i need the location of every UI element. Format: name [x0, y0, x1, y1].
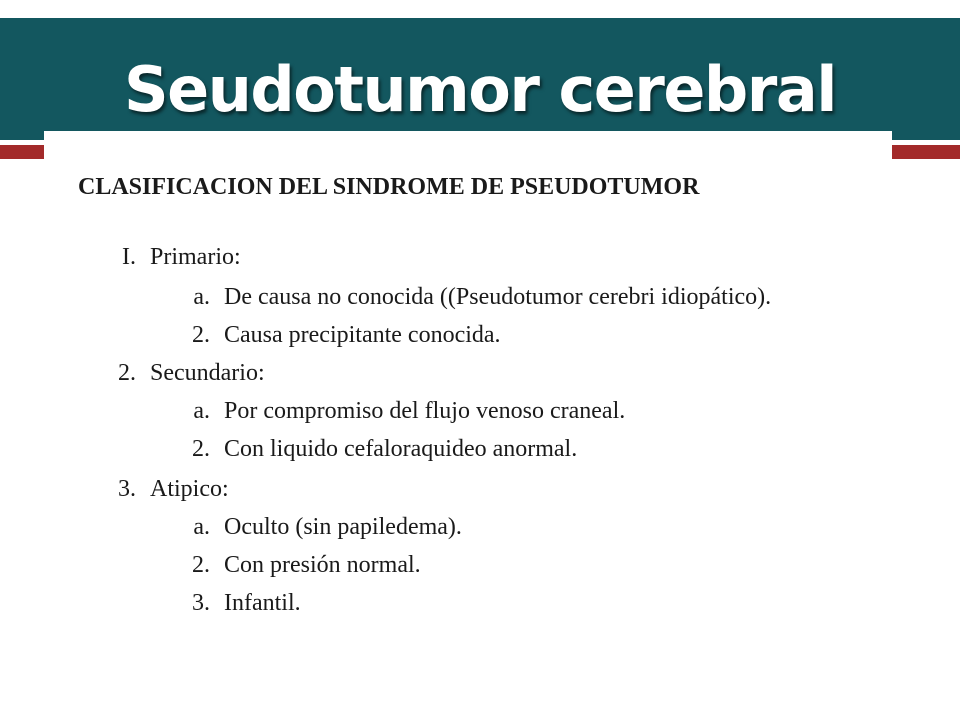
list-section-label: Primario:	[150, 244, 241, 270]
accent-stripe-left	[0, 145, 46, 159]
list-section-label: Secundario:	[150, 360, 265, 386]
list-section-label: Atipico:	[150, 476, 229, 502]
list-marker: 3.	[118, 476, 136, 502]
list-marker: 2.	[118, 360, 136, 386]
list-marker: a.	[193, 284, 210, 310]
list-marker: 3.	[192, 590, 210, 616]
list-marker: a.	[193, 398, 210, 424]
list-marker: 2.	[192, 436, 210, 462]
list-item-text: De causa no conocida ((Pseudotumor cerebri idiopático).	[224, 284, 772, 310]
document-heading: CLASIFICACION DEL SINDROME DE PSEUDOTUMOR	[78, 174, 700, 200]
list-item-text: Oculto (sin papiledema).	[224, 514, 462, 540]
list-marker: 2.	[192, 552, 210, 578]
list-item-text: Infantil.	[224, 590, 301, 616]
list-marker: a.	[193, 514, 210, 540]
list-marker: I.	[122, 244, 136, 270]
slide-title: Seudotumor cerebral	[124, 53, 836, 126]
list-item-text: Causa precipitante conocida.	[224, 322, 501, 348]
list-item-text: Por compromiso del flujo venoso craneal.	[224, 398, 626, 424]
accent-stripe-right	[890, 145, 960, 159]
list-item-text: Con liquido cefaloraquideo anormal.	[224, 436, 578, 462]
list-item-text: Con presión normal.	[224, 552, 421, 578]
list-marker: 2.	[192, 322, 210, 348]
